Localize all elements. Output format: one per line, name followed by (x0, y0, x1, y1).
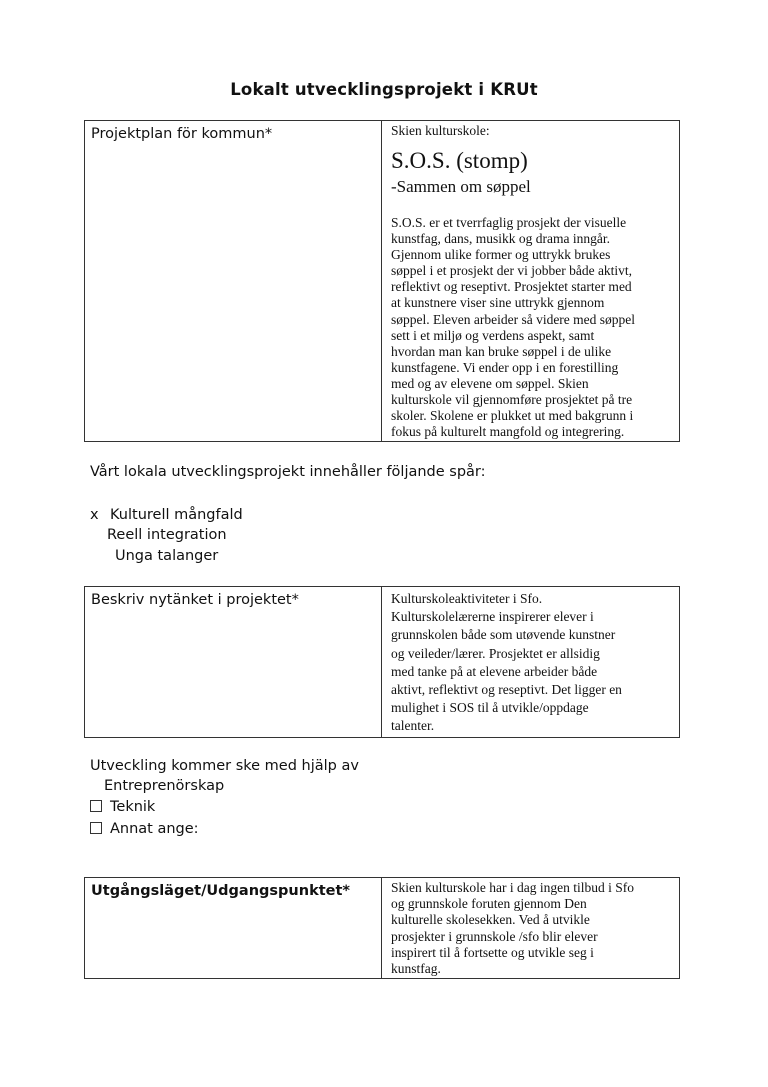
innovation-line: med tanke på at elevene arbeider både (391, 663, 598, 679)
innovation-label: Beskriv nytänket i projektet* (91, 592, 299, 608)
starting-point-text (391, 880, 634, 977)
innovation-line: talenter. (391, 718, 435, 734)
starting-point-table (84, 877, 680, 979)
checkbox[interactable] (90, 822, 102, 834)
innovation-line: grunnskolen både som utøvende kunstner (391, 627, 616, 643)
innovation-line: Kulturskolelærerne inspirerer elever i (391, 609, 594, 625)
project-plan-label: Projektplan för kommun* (91, 126, 273, 142)
track-mark: x (90, 507, 99, 523)
school-name: Skien kulturskole: (391, 123, 490, 138)
development-heading: Utveckling kommer ske med hjälp av (90, 758, 359, 774)
description-line: at kunstnere viser sine uttrykk gjennom (391, 295, 605, 311)
track-label: Unga talanger (115, 548, 219, 564)
project-plan-table (84, 120, 680, 442)
starting-point-line: inspirert til å fortsette og utvikle seg i (391, 944, 594, 960)
innovation-text (391, 590, 622, 736)
development-label: Annat ange: (110, 821, 199, 837)
development-label: Teknik (110, 799, 156, 815)
development-label: Entreprenörskap (104, 778, 225, 794)
description-line: skoler. Skolene er plukket ut med bakgrunn i (391, 408, 634, 424)
innovation-table (84, 586, 680, 738)
track-label: Kulturell mångfald (110, 507, 243, 523)
description-line: med og av elevene om søppel. Skien (391, 375, 589, 391)
description-line: kunstfagene. Vi ender opp i en forestilling (391, 359, 619, 375)
track-label: Reell integration (107, 527, 227, 543)
description-line: søppel i et prosjekt der vi jobber både aktivt, (391, 263, 633, 279)
description-line: kulturskole vil gjennomføre prosjektet på tre (391, 392, 633, 408)
innovation-line: aktivt, reflektivt og reseptivt. Det ligger en (391, 682, 622, 698)
description-line: hvordan man kan bruke søppel i de ulike (391, 343, 612, 359)
description-line: reflektivt og reseptivt. Prosjektet starter med (391, 279, 632, 295)
tracks-heading: Vårt lokala utvecklingsprojekt innehåller följande spår: (90, 464, 486, 480)
track-item-cultural-diversity (90, 507, 243, 523)
project-description (391, 215, 635, 440)
description-line: fokus på kulturelt mangfold og integrering. (391, 424, 625, 440)
description-line: søppel. Eleven arbeider så videre med søppel (391, 311, 636, 327)
starting-point-label: Utgångsläget/Udgangspunktet* (91, 883, 350, 899)
track-item-integration (107, 527, 227, 543)
development-item-other (90, 821, 199, 837)
track-item-young-talents (115, 548, 218, 564)
checkbox[interactable] (90, 800, 102, 812)
development-item-entrepreneurship (104, 778, 224, 794)
starting-point-line: og grunnskole foruten gjennom Den (391, 896, 587, 912)
starting-point-line: Skien kulturskole har i dag ingen tilbud i Sfo (391, 880, 634, 895)
description-line: Gjennom ulike former og uttrykk brukes (391, 247, 611, 263)
page-title: Lokalt utvecklingsprojekt i KRUt (230, 80, 538, 99)
innovation-line: Kulturskoleaktiviteter i Sfo. (391, 591, 543, 606)
starting-point-line: prosjekter i grunnskole /sfo blir elever (391, 928, 598, 944)
description-line: S.O.S. er et tverrfaglig prosjekt der visuelle (391, 215, 627, 230)
project-subtitle: -Sammen om søppel (391, 177, 531, 196)
description-line: kunstfag, dans, musikk og drama inngår. (391, 231, 610, 247)
starting-point-line: kunstfag. (391, 961, 441, 977)
starting-point-line: kulturelle skolesekken. Ved å utvikle (391, 912, 590, 928)
innovation-line: mulighet i SOS til å utvikle/oppdage (391, 700, 589, 716)
innovation-line: og veileder/lærer. Prosjektet er allsidig (391, 645, 600, 661)
project-title: S.O.S. (stomp) (391, 148, 528, 173)
description-line: sett i et miljø og verdens aspekt, samt (391, 327, 595, 343)
development-item-technology (90, 799, 155, 815)
